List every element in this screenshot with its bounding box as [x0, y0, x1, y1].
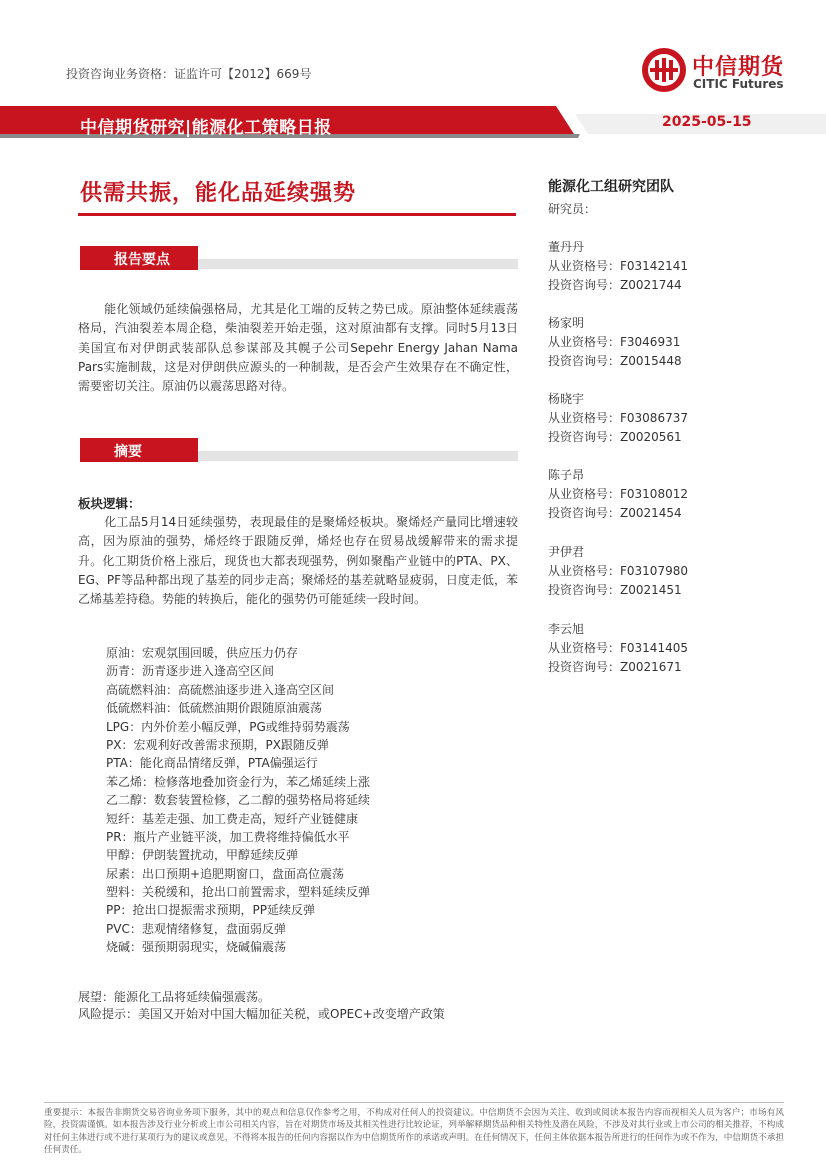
report-date: 2025-05-15: [662, 114, 752, 130]
list-item: 高硫燃料油：高硫燃油逐步进入逢高空区间: [106, 682, 335, 697]
logo-cn-text: 中信期货: [692, 55, 785, 80]
team-title: 能源化工组研究团队: [548, 179, 674, 195]
researcher-qualification: 从业资格号：F3046931: [548, 335, 681, 349]
team-subtitle: 研究员：: [548, 202, 597, 216]
researcher-name: 尹伊君: [548, 545, 585, 559]
researcher-consult-id: 投资咨询号：Z0021671: [548, 660, 682, 674]
list-item: PVC：悲观情绪修复，盘面弱反弹: [106, 921, 286, 936]
footer-divider: [44, 1102, 784, 1103]
researcher-card: [548, 620, 778, 677]
researcher-qualification: 从业资格号：F03086737: [548, 411, 688, 425]
list-item: PX：宏观利好改善需求预期，PX跟随反弹: [106, 737, 329, 752]
researcher-qualification: 从业资格号：F03142141: [548, 259, 688, 273]
researcher-consult-id: 投资咨询号：Z0015448: [548, 354, 682, 368]
list-item: LPG：内外价差小幅反弹，PG或维持弱势震荡: [106, 719, 350, 734]
page-title: 供需共振，能化品延续强势: [80, 181, 357, 206]
banner-title: 中信期货研究|能源化工策略日报: [80, 118, 332, 138]
report-points-body: 能化领域仍延续偏强格局，尤其是化工端的反转之势已成。原油整体延续震荡格局，汽油裂差本周企稳，柴油裂差开始走强，这对原油都有支撑。同时5月13日美国宣布对伊朗武装部队总参谋部及其幌子公司Sepehr Energy Jahan Nama Pars实施制裁，这是对伊朗供应源头的一种制裁，是否会产生效果存在不确定性，需要密切关注。原油仍以震荡思路对待。: [78, 302, 518, 394]
researcher-card: [548, 466, 778, 523]
company-logo: [640, 44, 810, 98]
license-text: 投资咨询业务资格：证监许可【2012】669号: [66, 67, 312, 81]
product-view-list: [106, 644, 526, 957]
list-item: 乙二醇：数套装置检修，乙二醇的强势格局将延续: [106, 793, 371, 808]
section-label: 摘要: [114, 444, 142, 460]
list-item: 苯乙烯：检修落地叠加资金行为，苯乙烯延续上涨: [106, 774, 371, 789]
researcher-card: [548, 543, 778, 600]
list-item: 沥青：沥青逐步进入逢高空区间: [106, 664, 275, 679]
researcher-qualification: 从业资格号：F03108012: [548, 487, 688, 501]
researcher-qualification: 从业资格号：F03141405: [548, 641, 688, 655]
researcher-card: [548, 314, 778, 371]
risk-text: 风险提示：美国又开始对中国大幅加征关税，或OPEC+改变增产政策: [78, 1007, 445, 1021]
list-item: 短纤：基差走强、加工费走高，短纤产业链健康: [106, 811, 359, 826]
researcher-card: [548, 238, 778, 295]
researcher-name: 杨晓宇: [548, 392, 585, 406]
list-item: 甲醇：伊朗装置扰动，甲醇延续反弹: [106, 848, 299, 863]
title-divider: [78, 213, 516, 216]
researcher-consult-id: 投资咨询号：Z0021451: [548, 583, 682, 597]
list-item: PTA：能化商品情绪反弹，PTA偏强运行: [106, 756, 318, 771]
researcher-qualification: 从业资格号：F03107980: [548, 564, 688, 578]
logic-body: 化工品5月14日延续强势，表现最佳的是聚烯烃板块。聚烯烃产量同比增速较高，因为原油的强势，烯烃终于跟随反弹，烯烃也存在贸易战缓解带来的需求提升。化工期货价格上涨后，现货也大都表现强势，例如聚酯产业链中的PTA、PX、EG、PF等品种都出现了基差的同步走高；聚烯烃的基差就略显疲弱，日度走低，苯乙烯基差持稳。势能的转换后，能化的强势仍可能延续一段时间。: [78, 515, 518, 607]
disclaimer-text: 重要提示：本报告非期货交易咨询业务项下服务，其中的观点和信息仅作参考之用，不构成对任何人的投资建议。中信期货不会因为关注、收到或阅读本报告内容而视相关人员为客户；市场有风险，投资需谨慎。如本报告涉及行业分析或上市公司相关内容，旨在对期货市场及其相关性进行比较论证，列举解释期货品种相关特性及潜在风险，不涉及对其行业或上市公司的相关推荐，不构成对任何主体进行或不进行某项行为的建议或意见，不得将本报告的任何内容据以作为中信期货所作的承诺或声明。在任何情况下，任何主体依据本报告所进行的任何作为或不作为，中信期货不承担任何责任。: [44, 1108, 784, 1156]
outlook-text: 展望：能源化工品将延续偏强震荡。: [78, 990, 271, 1004]
researcher-name: 陈子昂: [548, 468, 585, 482]
citic-logo-icon: [640, 46, 688, 94]
list-item: PR：瓶片产业链平淡，加工费将维持偏低水平: [106, 829, 350, 844]
section-label: 报告要点: [114, 252, 170, 268]
researcher-name: 董丹丹: [548, 240, 585, 254]
list-item: 烧碱：强预期弱现实，烧碱偏震荡: [106, 940, 287, 955]
logic-text: [78, 513, 518, 609]
section-tag-summary: [80, 438, 198, 462]
list-item: 原油：宏观氛围回暖，供应压力仍存: [106, 646, 299, 660]
list-item: 尿素：出口预期+追肥期窗口，盘面高位震荡: [106, 866, 345, 881]
report-points-text: [78, 300, 518, 396]
researcher-name: 杨家明: [548, 316, 585, 330]
list-item: 塑料：关税缓和，抢出口前置需求，塑料延续反弹: [106, 885, 371, 900]
logo-en-text: CITIC Futures: [693, 77, 784, 91]
researcher-consult-id: 投资咨询号：Z0021744: [548, 278, 682, 292]
researcher-consult-id: 投资咨询号：Z0021454: [548, 506, 682, 520]
researcher-card: [548, 390, 778, 447]
section-tag-report-points: [80, 246, 198, 270]
logic-label: 板块逻辑：: [78, 496, 141, 511]
researcher-name: 李云旭: [548, 622, 585, 636]
researcher-consult-id: 投资咨询号：Z0020561: [548, 430, 682, 444]
list-item: PP：抢出口提振需求预期，PP延续反弹: [106, 903, 315, 918]
list-item: 低硫燃料油：低硫燃油期价跟随原油震荡: [106, 701, 323, 716]
